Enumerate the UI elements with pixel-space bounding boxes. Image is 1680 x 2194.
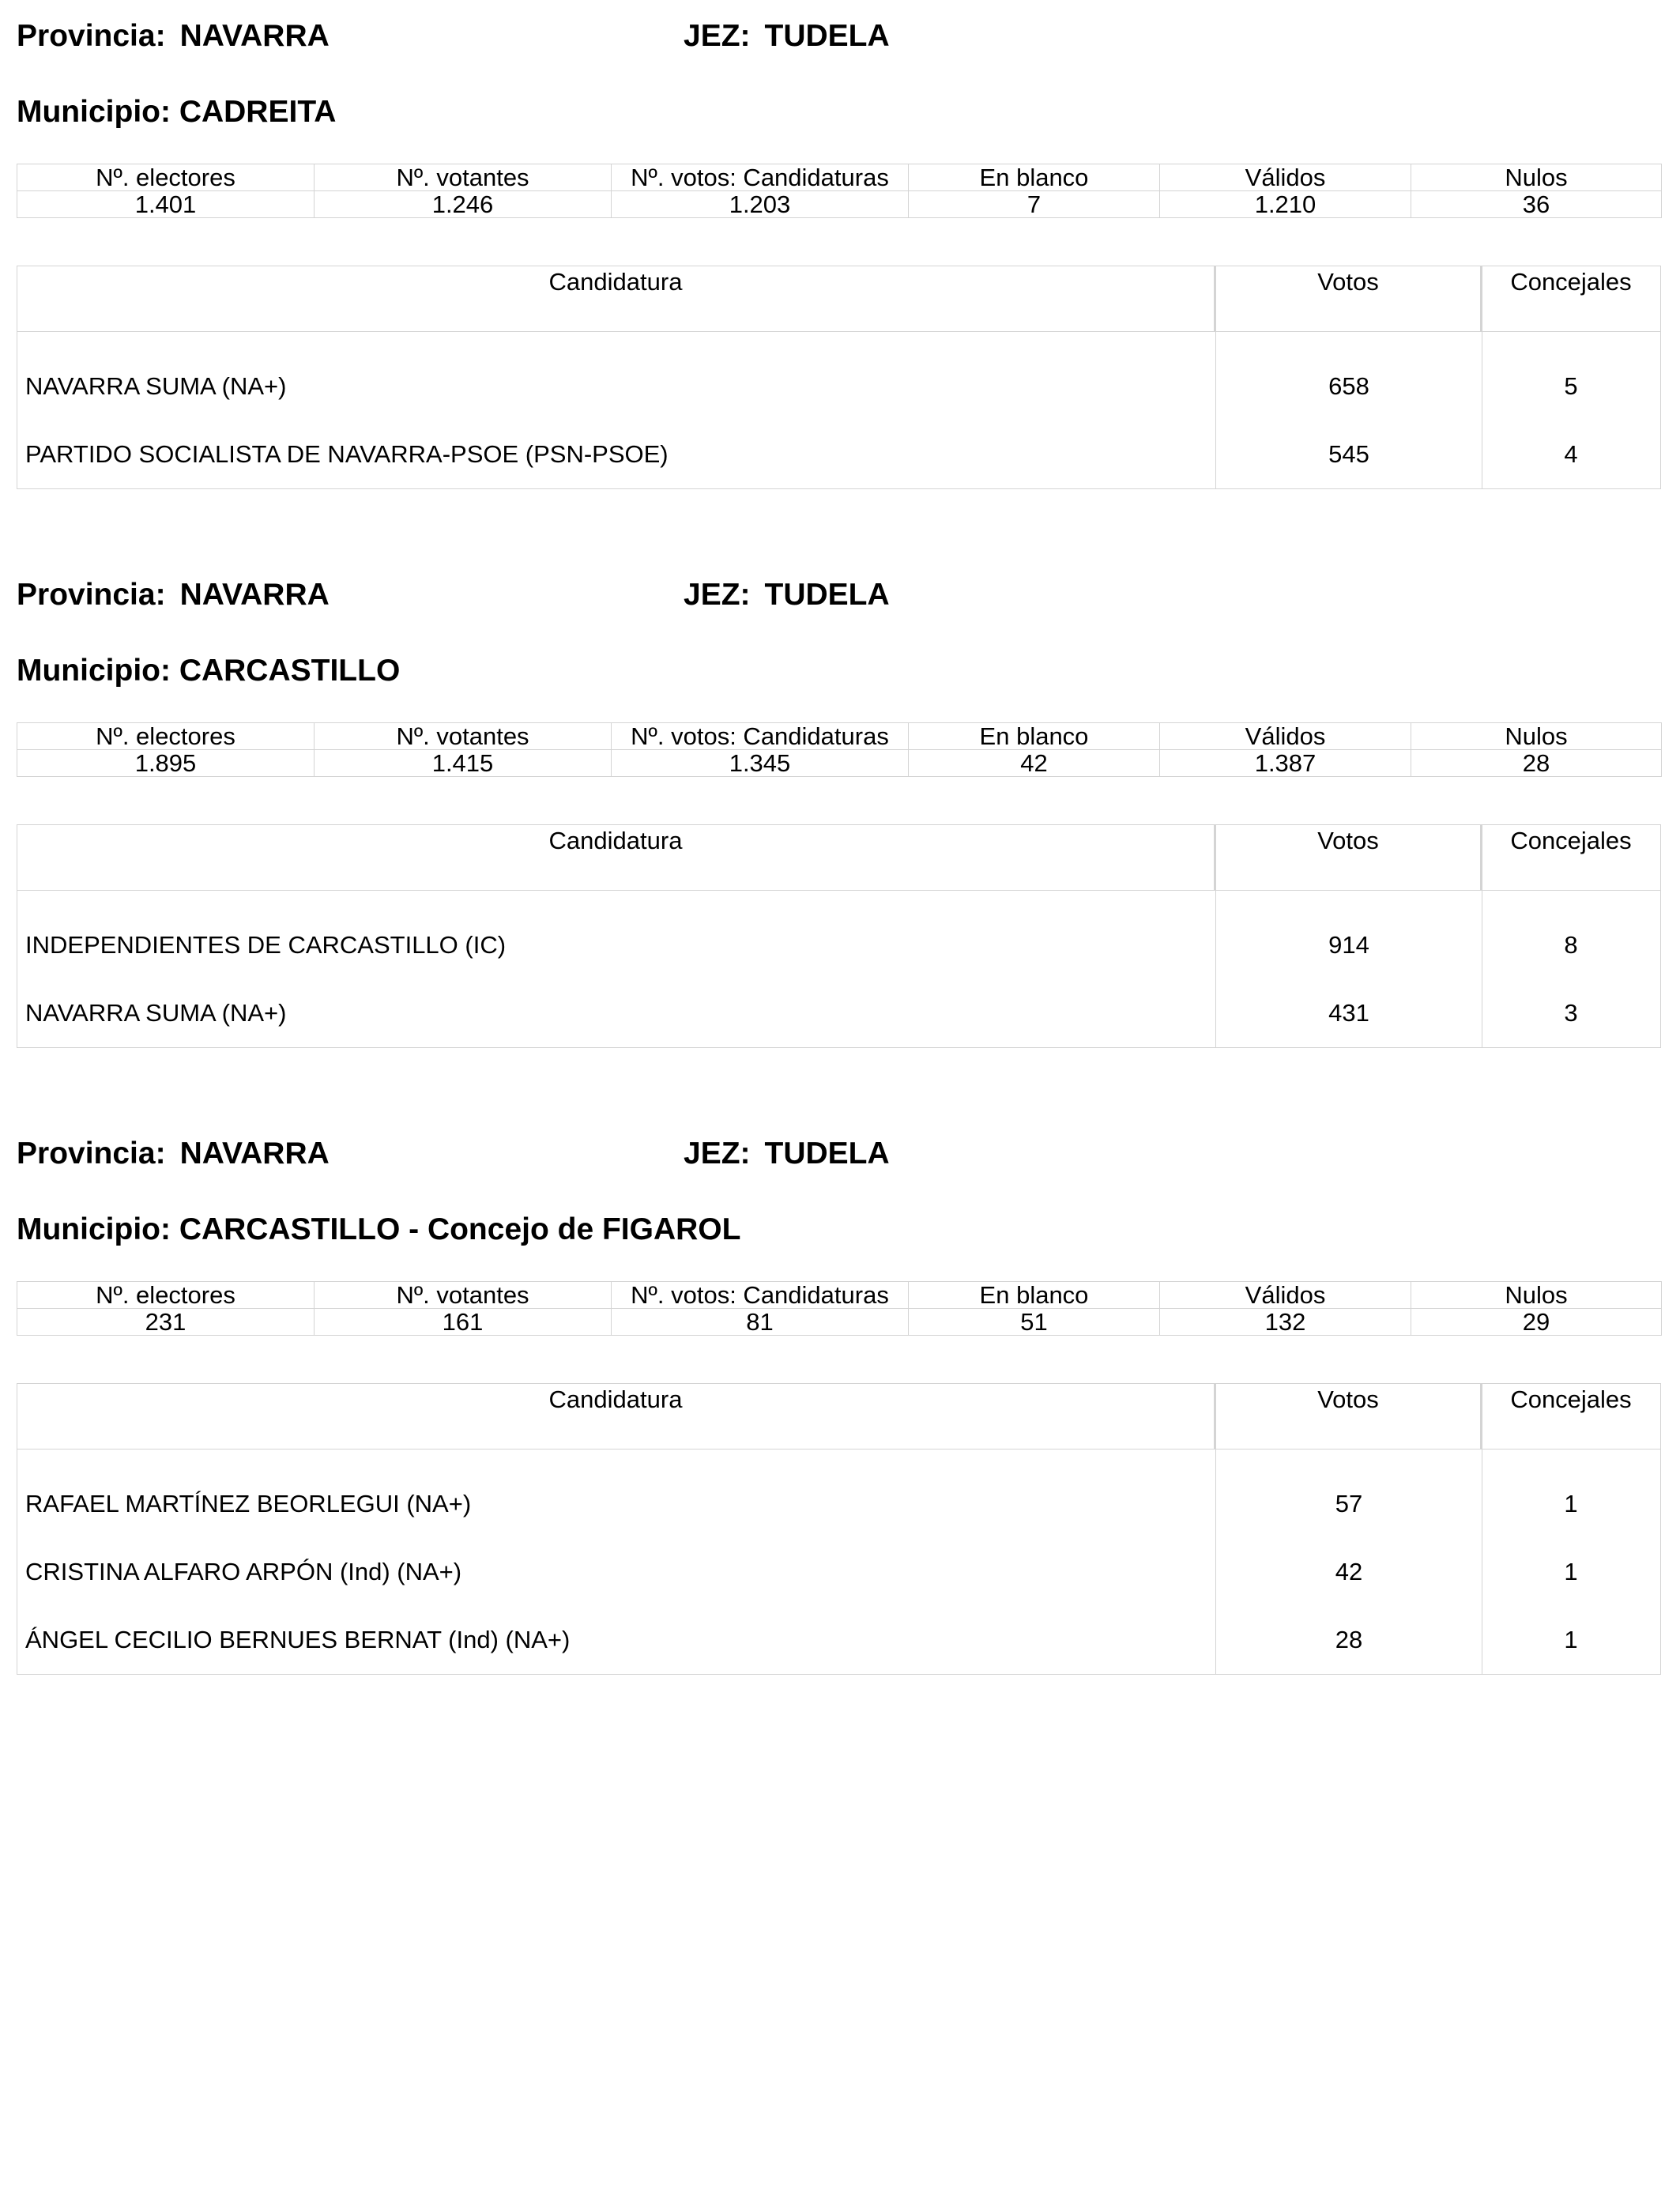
summary-header-cell: Nº. votos: Candidaturas <box>612 1282 909 1309</box>
candidate-row <box>17 1538 1660 1606</box>
summary-value-row <box>17 1309 1662 1336</box>
summary-header-cell: Nº. votos: Candidaturas <box>612 723 909 750</box>
jez-heading <box>684 1138 890 1169</box>
candidatura-header: Candidatura <box>17 1384 1216 1449</box>
jez-value: TUDELA <box>764 578 890 612</box>
provincia-label: Provincia: <box>17 578 166 612</box>
candidate-concejales: 3 <box>1564 999 1578 1027</box>
municipio-label: Municipio: <box>17 1212 171 1246</box>
summary-value-cell: 81 <box>612 1309 909 1336</box>
provincia-heading <box>17 1138 330 1169</box>
summary-header-cell: Válidos <box>1160 1282 1411 1309</box>
votos-header: Votos <box>1216 266 1482 331</box>
candidates-table <box>17 266 1661 489</box>
concejales-header: Concejales <box>1510 827 1632 854</box>
summary-header-cell: Nulos <box>1411 1282 1662 1309</box>
candidate-concejales: 1 <box>1564 1490 1578 1517</box>
summary-table <box>17 164 1662 218</box>
candidate-votes: 28 <box>1216 1606 1482 1674</box>
candidate-votes: 914 <box>1216 911 1482 979</box>
summary-header-cell: Nº. electores <box>17 164 315 191</box>
votos-header: Votos <box>1216 825 1482 890</box>
summary-header-cell: Válidos <box>1160 723 1411 750</box>
summary-value-cell: 1.387 <box>1160 750 1411 777</box>
candidate-row <box>17 979 1660 1047</box>
candidate-row <box>17 1606 1660 1674</box>
candidate-concejales: 4 <box>1564 440 1578 468</box>
results-section <box>17 1118 1661 1671</box>
candidates-table <box>17 1383 1661 1675</box>
summary-header-cell: Nº. votos: Candidaturas <box>612 164 909 191</box>
summary-value-row <box>17 191 1662 218</box>
summary-header-cell: Nº. electores <box>17 723 315 750</box>
summary-header-cell: En blanco <box>909 164 1160 191</box>
candidatura-header: Candidatura <box>17 825 1216 890</box>
summary-value-cell: 1.203 <box>612 191 909 218</box>
summary-value-cell: 1.246 <box>315 191 612 218</box>
candidate-name: NAVARRA SUMA (NA+) <box>17 979 1216 1047</box>
summary-value-cell: 1.401 <box>17 191 315 218</box>
municipio-label: Municipio: <box>17 95 171 129</box>
candidate-name: NAVARRA SUMA (NA+) <box>17 352 1216 420</box>
summary-value-cell: 1.345 <box>612 750 909 777</box>
candidate-name: PARTIDO SOCIALISTA DE NAVARRA-PSOE (PSN-PSOE) <box>17 420 1216 488</box>
summary-header-cell: En blanco <box>909 723 1160 750</box>
candidate-concejales: 1 <box>1564 1558 1578 1585</box>
summary-value-cell: 42 <box>909 750 1160 777</box>
candidates-body <box>17 1449 1660 1674</box>
candidate-row <box>17 352 1660 420</box>
candidates-table <box>17 824 1661 1048</box>
summary-header-cell: Nulos <box>1411 723 1662 750</box>
provincia-label: Provincia: <box>17 1137 166 1171</box>
municipio-value: CARCASTILLO - Concejo de FIGAROL <box>179 1212 741 1246</box>
candidate-votes: 545 <box>1216 420 1482 488</box>
candidate-concejales: 8 <box>1564 931 1578 959</box>
jez-value: TUDELA <box>764 19 890 53</box>
summary-header-row <box>17 164 1662 191</box>
concejales-header: Concejales <box>1510 268 1632 296</box>
jez-label: JEZ: <box>684 578 751 612</box>
candidate-votes: 658 <box>1216 352 1482 420</box>
provincia-label: Provincia: <box>17 19 166 53</box>
candidate-row <box>17 1470 1660 1538</box>
provincia-value: NAVARRA <box>179 578 330 612</box>
summary-value-cell: 1.895 <box>17 750 315 777</box>
summary-value-cell: 28 <box>1411 750 1662 777</box>
summary-value-cell: 1.210 <box>1160 191 1411 218</box>
candidates-header-row <box>17 266 1660 332</box>
candidates-header-row <box>17 825 1660 891</box>
jez-label: JEZ: <box>684 1137 751 1171</box>
summary-value-cell: 36 <box>1411 191 1662 218</box>
summary-value-cell: 231 <box>17 1309 315 1336</box>
municipio-value: CADREITA <box>179 95 337 129</box>
candidate-name: RAFAEL MARTÍNEZ BEORLEGUI (NA+) <box>17 1470 1216 1538</box>
candidate-votes: 431 <box>1216 979 1482 1047</box>
municipio-value: CARCASTILLO <box>179 654 401 688</box>
summary-value-cell: 132 <box>1160 1309 1411 1336</box>
summary-header-cell: Nulos <box>1411 164 1662 191</box>
votos-header: Votos <box>1216 1384 1482 1449</box>
summary-header-cell: Nº. votantes <box>315 1282 612 1309</box>
results-section <box>17 0 1661 553</box>
summary-header-cell: Válidos <box>1160 164 1411 191</box>
candidate-name: CRISTINA ALFARO ARPÓN (Ind) (NA+) <box>17 1538 1216 1606</box>
municipio-heading <box>17 655 400 686</box>
candidatura-header: Candidatura <box>17 266 1216 331</box>
jez-label: JEZ: <box>684 19 751 53</box>
summary-table <box>17 1281 1662 1336</box>
jez-value: TUDELA <box>764 1137 890 1171</box>
summary-header-cell: Nº. electores <box>17 1282 315 1309</box>
summary-header-cell: Nº. votantes <box>315 164 612 191</box>
municipio-heading <box>17 96 336 127</box>
candidate-row <box>17 420 1660 488</box>
concejales-header: Concejales <box>1510 1385 1632 1413</box>
candidate-votes: 57 <box>1216 1470 1482 1538</box>
candidates-body <box>17 332 1660 488</box>
candidates-body <box>17 891 1660 1047</box>
summary-value-cell: 51 <box>909 1309 1160 1336</box>
jez-heading <box>684 579 890 610</box>
candidate-name: ÁNGEL CECILIO BERNUES BERNAT (Ind) (NA+) <box>17 1606 1216 1674</box>
summary-header-cell: Nº. votantes <box>315 723 612 750</box>
candidate-name: INDEPENDIENTES DE CARCASTILLO (IC) <box>17 911 1216 979</box>
candidate-concejales: 5 <box>1564 372 1578 400</box>
summary-header-row <box>17 723 1662 750</box>
provincia-value: NAVARRA <box>179 19 330 53</box>
results-section <box>17 559 1661 1112</box>
summary-table <box>17 722 1662 777</box>
summary-value-cell: 29 <box>1411 1309 1662 1336</box>
summary-value-cell: 7 <box>909 191 1160 218</box>
summary-value-cell: 1.415 <box>315 750 612 777</box>
candidate-row <box>17 911 1660 979</box>
provincia-value: NAVARRA <box>179 1137 330 1171</box>
candidate-concejales: 1 <box>1564 1626 1578 1653</box>
jez-heading <box>684 21 890 51</box>
municipio-label: Municipio: <box>17 654 171 688</box>
summary-value-cell: 161 <box>315 1309 612 1336</box>
provincia-heading <box>17 579 330 610</box>
summary-header-row <box>17 1282 1662 1309</box>
candidates-header-row <box>17 1384 1660 1449</box>
summary-value-row <box>17 750 1662 777</box>
candidate-votes: 42 <box>1216 1538 1482 1606</box>
provincia-heading <box>17 21 330 51</box>
summary-header-cell: En blanco <box>909 1282 1160 1309</box>
municipio-heading <box>17 1214 740 1245</box>
